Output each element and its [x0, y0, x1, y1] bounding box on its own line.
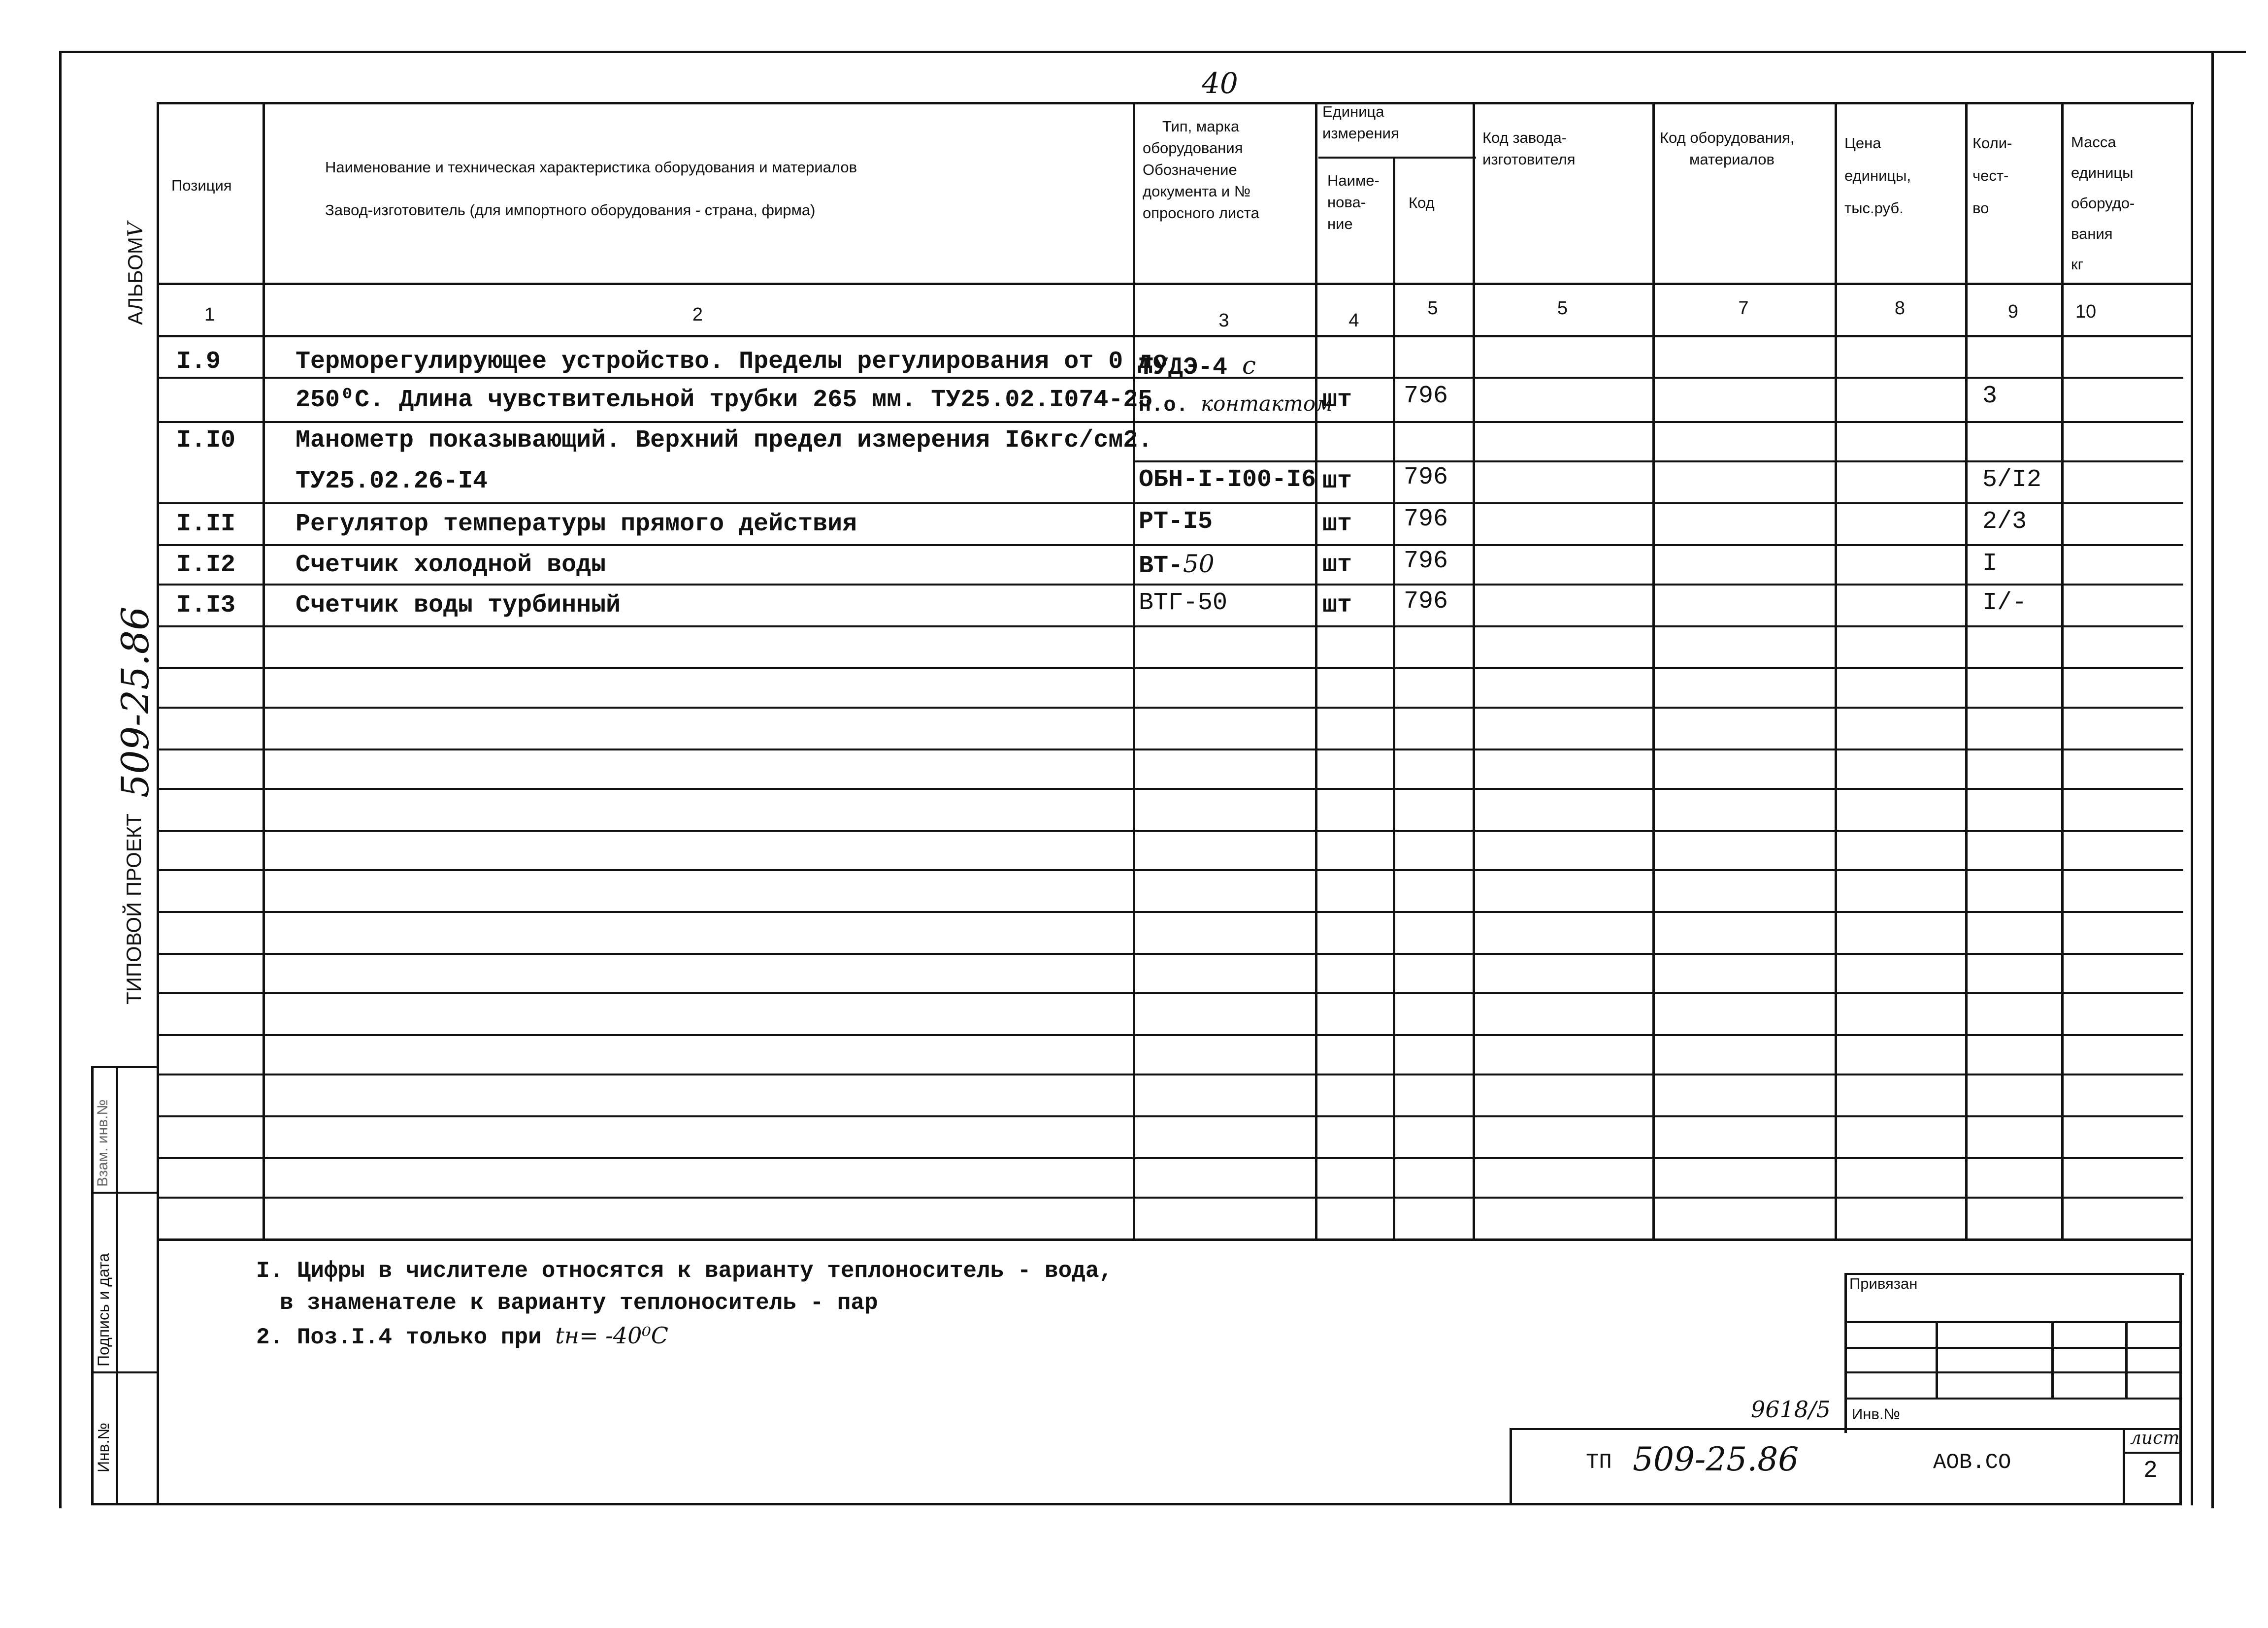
col-line-5 [1473, 102, 1475, 1240]
margin-stamp-outer [91, 1066, 94, 1504]
row-3-name: Манометр показывающий. Верхний предел измерения I6кгс/см2. [296, 426, 1153, 455]
header-type: Тип, марка оборудования Обозначение документа и № опросного листа [1143, 118, 1259, 222]
col-line-9 [2061, 102, 2064, 1240]
header-unit-code: Код [1409, 194, 1435, 211]
stamp-code: АОВ.СО [1933, 1450, 2011, 1475]
row-2-code: 796 [1404, 382, 1448, 410]
outer-frame-left [59, 51, 62, 1508]
header-unit: Единица измерения [1322, 103, 1399, 142]
stamp-left [1510, 1428, 1512, 1504]
header-bottom-line [157, 283, 2191, 285]
header-equipment-code: Код оборудования, материалов [1660, 129, 1795, 168]
album-label: АЛЬБОМV [123, 222, 147, 325]
privyazan-grid [1844, 1398, 2179, 1400]
col-number-6: 5 [1557, 298, 1568, 319]
row-line [157, 421, 2183, 423]
col-line-7 [1835, 102, 1837, 1240]
row-4-name: ТУ25.02.26-I4 [296, 467, 488, 495]
stamp-sheet-line [2123, 1452, 2182, 1454]
privyazan-grid [1844, 1321, 2179, 1323]
row-line [157, 502, 2183, 504]
privyazan-grid [1844, 1371, 2179, 1373]
row-4-unit: шт [1322, 467, 1352, 495]
row-6-quantity: I [1982, 550, 1998, 578]
row-1-name: Терморегулирующее устройство. Пределы регулирования от 0 до [296, 348, 1168, 376]
row-2-quantity: 3 [1982, 382, 1998, 410]
header-factory-code: Код завода- изготовителя [1482, 129, 1576, 168]
col-line-1 [263, 102, 265, 1240]
row-7-name: Счетчик воды турбинный [296, 591, 621, 619]
margin-stamp-signature: Подпись и дата [95, 1253, 112, 1367]
row-5-name: Регулятор температуры прямого действия [296, 510, 857, 538]
header-name-line2: Завод-изготовитель (для импортного оборудования - страна, фирма) [325, 201, 816, 219]
row-5-quantity: 2/3 [1982, 508, 2027, 536]
stamp-top [1510, 1428, 2182, 1430]
privyazan-grid-v [2125, 1321, 2128, 1398]
row-6-position: I.I2 [176, 551, 236, 579]
col-line-4 [1393, 157, 1395, 1240]
row-1-position: I.9 [176, 348, 221, 376]
margin-stamp-sep [91, 1192, 157, 1194]
row-line [157, 625, 2183, 627]
page-number: 40 [1202, 66, 1238, 100]
outer-frame-right [2211, 51, 2214, 1508]
row-6-name: Счетчик холодной воды [296, 551, 606, 579]
outer-frame-top [59, 51, 2246, 53]
row-line [1133, 460, 2183, 462]
project-label: ТИПОВОЙ ПРОЕКТ [122, 814, 145, 1005]
header-position: Позиция [171, 177, 232, 194]
row-6-unit: шт [1322, 551, 1352, 579]
row-line [157, 992, 2183, 994]
header-name-line1: Наименование и техническая характеристика оборудования и материалов [325, 159, 857, 176]
row-line [157, 911, 2183, 913]
margin-stamp-sep [91, 1371, 157, 1373]
note-1: I. Цифры в числителе относятся к варианту теплоноситель - вода, [256, 1258, 1113, 1284]
row-5-unit: шт [1322, 510, 1352, 538]
row-5-position: I.II [176, 510, 236, 538]
inv-label: Инв.№ [1852, 1405, 1900, 1423]
row-line [157, 953, 2183, 955]
note-1-cont: в знаменателе к варианту теплоноситель - пар [280, 1290, 878, 1316]
col-number-5: 5 [1427, 298, 1438, 319]
stamp-sheet-label: лист [2130, 1428, 2180, 1448]
project-number-margin: 509-25.86 [113, 606, 157, 798]
margin-stamp-inner [116, 1066, 118, 1504]
col-number-3: 3 [1218, 310, 1229, 331]
col-number-2: 2 [692, 304, 703, 325]
inv-number: 9618/5 [1751, 1396, 1831, 1423]
row-6-type: ВТ-50 [1139, 550, 1215, 580]
col-number-9: 9 [2007, 301, 2019, 322]
col-number-7: 7 [1738, 298, 1749, 319]
row-line [157, 1074, 2183, 1075]
row-line [157, 1157, 2183, 1159]
col-number-10: 10 [2075, 301, 2097, 322]
row-line [157, 707, 2183, 709]
header-quantity: Коли- чест- во [1972, 134, 2012, 217]
row-4-type: ОБН-I-I00-I6 [1139, 466, 1316, 494]
col-line-8 [1965, 102, 1968, 1240]
header-mass: Масса единицы оборудо- вания кг [2071, 133, 2135, 273]
stamp-sheet-divider [2123, 1428, 2125, 1504]
row-2-name: 250⁰С. Длина чувствительной трубки 265 мм. ТУ25.02.I074-25 [296, 386, 1153, 414]
header-unit-name: Наиме- нова- ние [1327, 172, 1380, 232]
col-number-4: 4 [1348, 310, 1359, 331]
row-line [157, 788, 2183, 790]
stamp-project-number: 509-25.86 [1633, 1440, 1799, 1478]
privyazan-right [2179, 1273, 2182, 1504]
row-7-position: I.I3 [176, 591, 236, 619]
margin-stamp-replace: Взам. инв.№ [95, 1099, 111, 1187]
column-numbers-bottom-line [157, 335, 2191, 337]
row-line [157, 667, 2183, 669]
row-7-code: 796 [1404, 587, 1448, 616]
row-line [157, 1197, 2183, 1199]
header-price: Цена единицы, тыс.руб. [1844, 134, 1911, 217]
privyazan-grid-v [1936, 1321, 1938, 1398]
row-line [157, 749, 2183, 750]
unit-subheader-line [1318, 157, 1476, 159]
privyazan-left [1844, 1273, 1847, 1433]
row-2-unit: шт [1322, 386, 1352, 414]
col-line-2 [1133, 102, 1135, 1240]
table-body-bottom-line [157, 1238, 2191, 1241]
row-4-code: 796 [1404, 463, 1448, 491]
bottom-border [91, 1503, 2182, 1505]
margin-stamp-inv: Инв.№ [95, 1423, 112, 1472]
stamp-tp: ТП [1586, 1450, 1612, 1475]
row-2-type: н.о. контактом [1139, 391, 1333, 417]
col-number-1: 1 [204, 304, 215, 325]
table-top-border [157, 102, 2194, 104]
row-6-code: 796 [1404, 547, 1448, 575]
row-7-quantity: I/- [1982, 589, 2027, 617]
row-5-code: 796 [1404, 505, 1448, 533]
margin-stamp-top [91, 1066, 157, 1068]
row-line [157, 1034, 2183, 1036]
row-line [157, 869, 2183, 871]
note-2: 2. Поз.I.4 только при tн= -40⁰С [256, 1322, 668, 1350]
col-line-6 [1652, 102, 1655, 1240]
col-line-3 [1315, 102, 1317, 1240]
row-1-type: ТУДЭ-4 с [1139, 351, 1256, 382]
row-line [157, 1115, 2183, 1117]
row-line [157, 830, 2183, 832]
privyazan-grid-v [2051, 1321, 2054, 1398]
row-3-position: I.I0 [176, 426, 236, 455]
row-5-type: РТ-I5 [1139, 508, 1213, 536]
row-7-type: ВТГ-50 [1139, 589, 1228, 617]
table-right-border [2191, 102, 2193, 1505]
stamp-sheet-number: 2 [2143, 1458, 2158, 1484]
row-7-unit: шт [1322, 591, 1352, 619]
row-line [157, 584, 2183, 586]
privyazan-label: Привязан [1849, 1275, 1918, 1292]
row-line [157, 544, 2183, 546]
col-number-8: 8 [1894, 298, 1906, 319]
privyazan-grid [1844, 1347, 2179, 1349]
row-4-quantity: 5/I2 [1982, 466, 2042, 494]
